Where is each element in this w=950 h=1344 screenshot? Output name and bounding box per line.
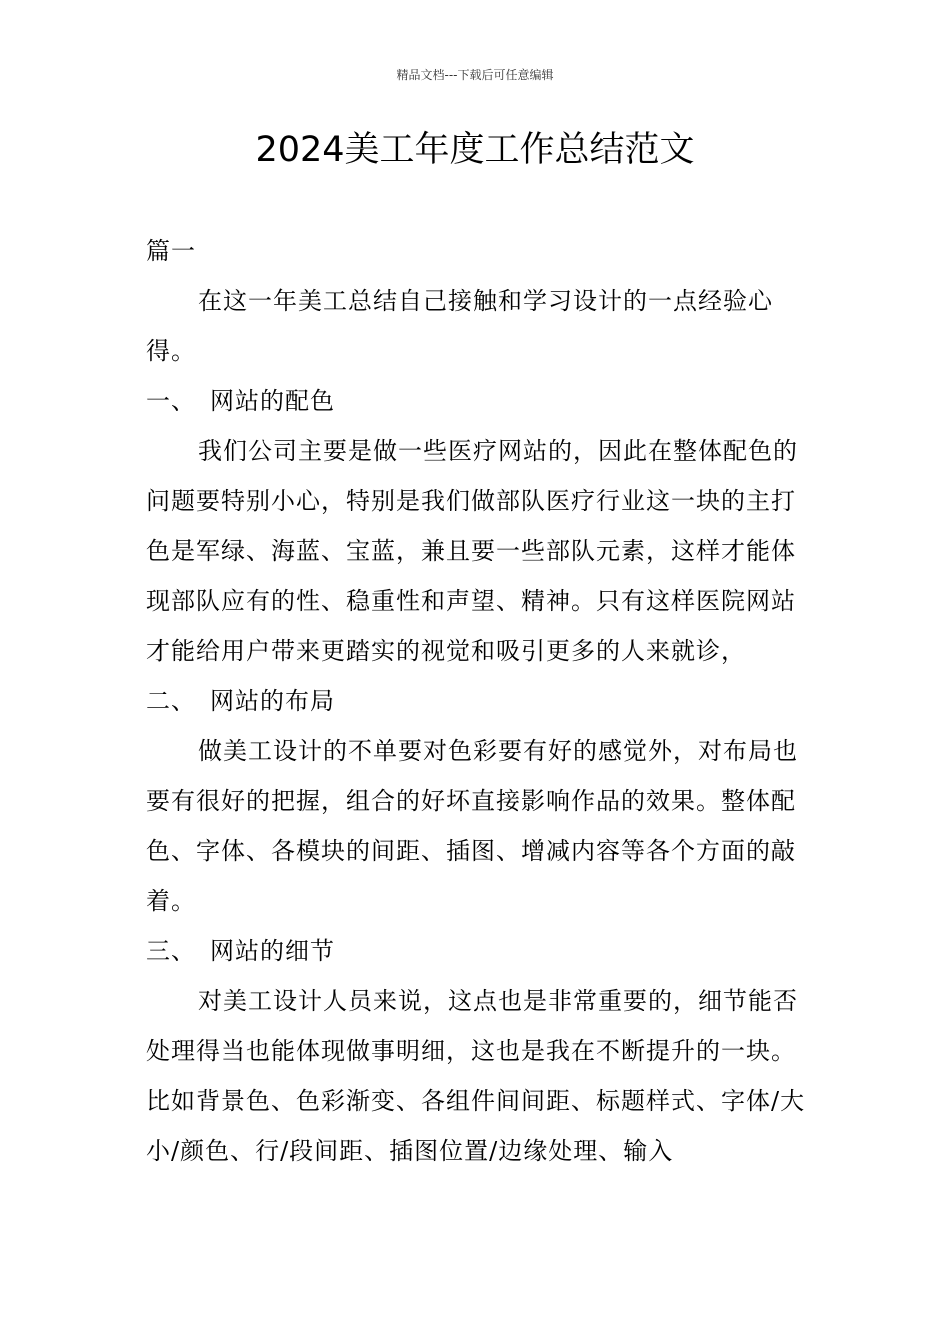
heading-text: 网站的细节 [210, 937, 335, 965]
header-note: 精品文档---下载后可任意编辑 [396, 68, 554, 82]
section-heading-2 [146, 676, 808, 726]
heading-text: 网站的配色 [210, 387, 335, 415]
heading-number: 二、 [146, 687, 196, 715]
heading-number: 一、 [146, 387, 196, 415]
heading-number: 三、 [146, 937, 196, 965]
heading-text: 网站的布局 [210, 687, 335, 715]
body-paragraph-2: 做美工设计的不单要对色彩要有好的感觉外，对布局也要有很好的把握，组合的好坏直接影响作品的效果。整体配色、字体、各模块的间距、插图、增减内容等各个方面的敲着。 [146, 737, 798, 915]
intro-paragraph: 在这一年美工总结自己接触和学习设计的一点经验心得。 [146, 287, 773, 365]
document-body [146, 226, 808, 1176]
section-heading-3 [146, 926, 808, 976]
section-label: 篇一 [146, 237, 196, 265]
body-paragraph-1: 我们公司主要是做一些医疗网站的，因此在整体配色的问题要特别小心，特别是我们做部队医疗行业这一块的主打色是军绿、海蓝、宝蓝，兼且要一些部队元素，这样才能体现部队应有的性、稳重性和声望、精神。只有这样医院网站才能给用户带来更踏实的视觉和吸引更多的人来就诊， [146, 437, 798, 665]
document-title: 2024美工年度工作总结范文 [255, 130, 695, 170]
body-paragraph-3: 对美工设计人员来说，这点也是非常重要的，细节能否处理得当也能体现做事明细，这也是我在不断提升的一块。比如背景色、色彩渐变、各组件间间距、标题样式、字体/大小/颜色、行/段间距、插图位置/边缘处理、输入 [146, 987, 806, 1165]
section-heading-1 [146, 376, 808, 426]
